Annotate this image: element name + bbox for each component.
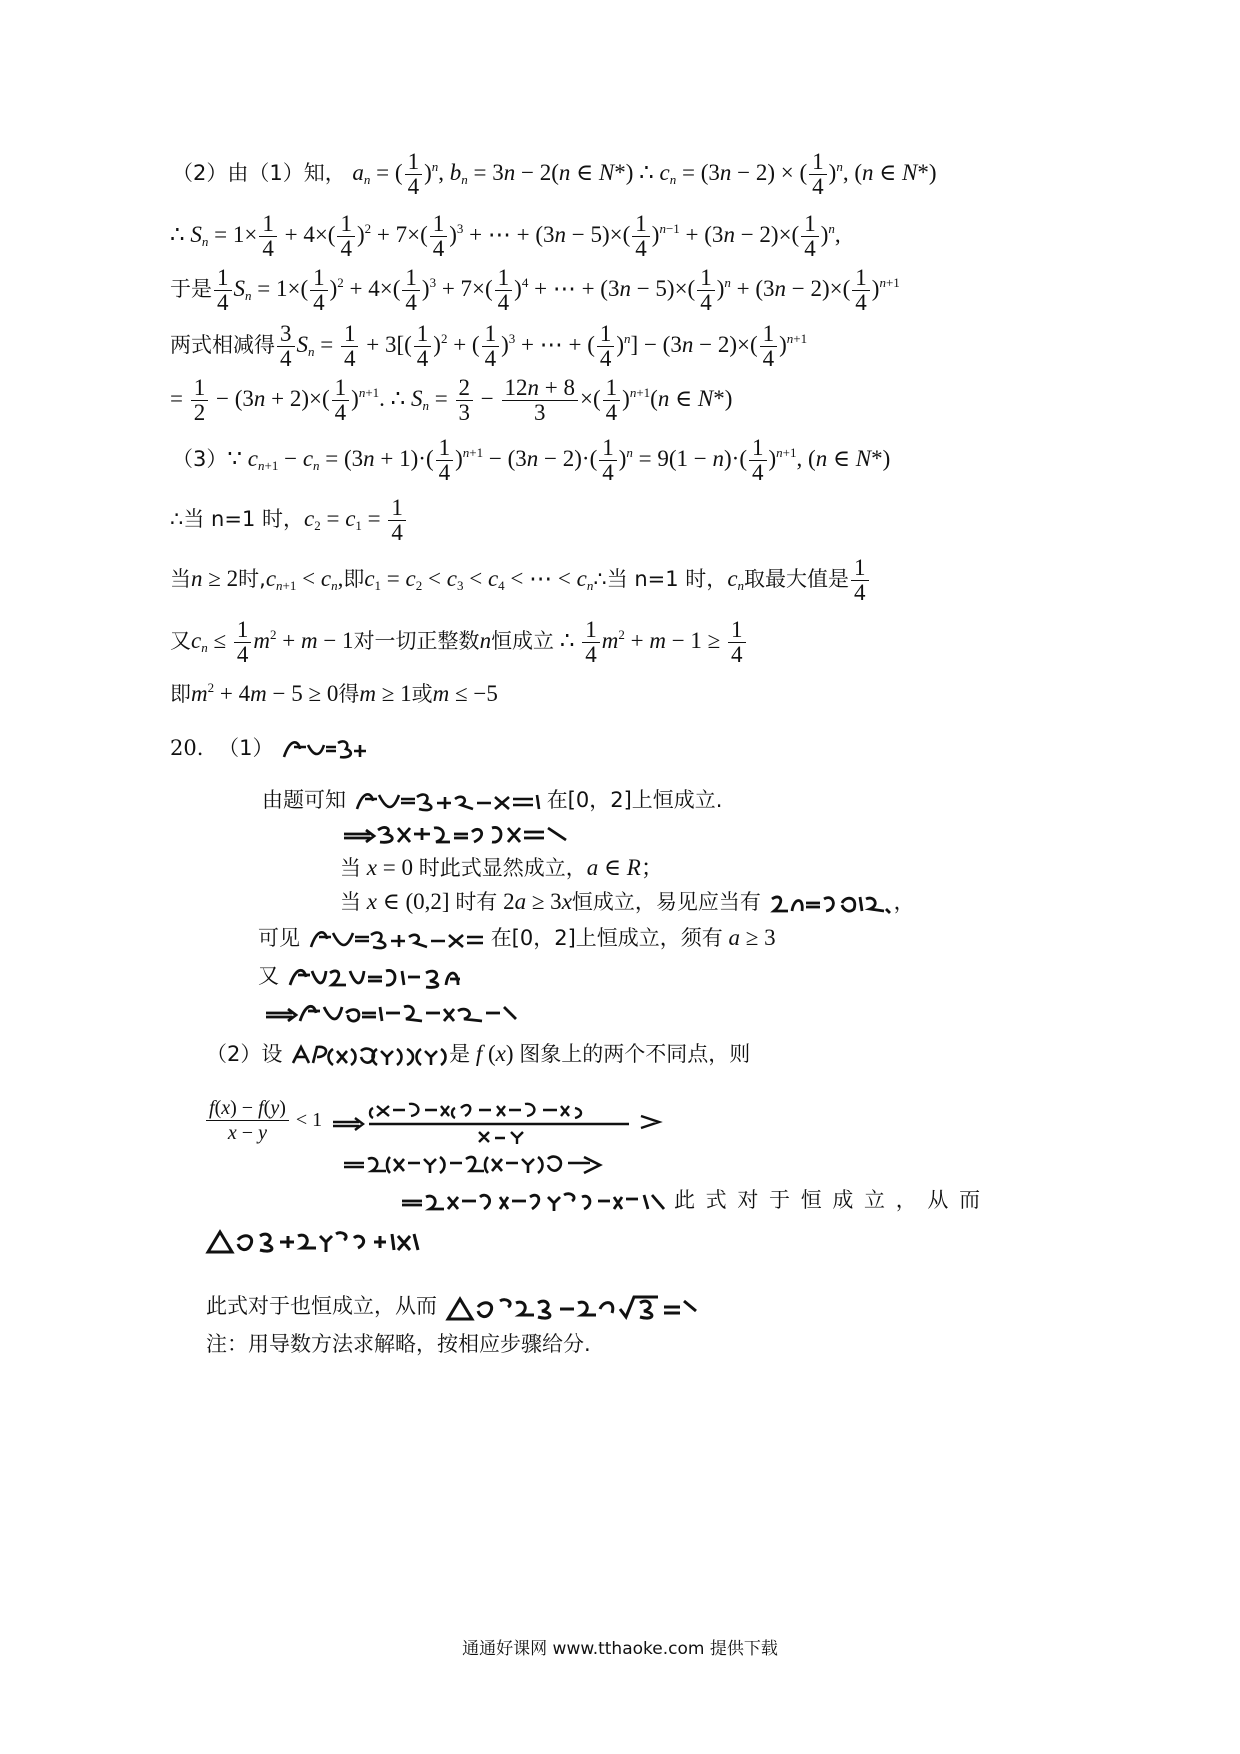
line-q20-known (262, 786, 722, 815)
yushi-label: 于是 (170, 276, 212, 301)
formula-quarter: $\frac{1}{4}$ (849, 566, 871, 591)
huo-label: 或 (411, 682, 433, 706)
garbled-formula-fprime-ge-2 (307, 927, 491, 953)
kejian-label: 可见 (258, 926, 300, 950)
formula-n-ge-2: n ≥ 2 (191, 565, 239, 591)
line-n2 (170, 556, 871, 605)
line-sn-result (170, 376, 732, 425)
line-quarter-sn (170, 266, 900, 315)
formula-a-in-r: a ∈ R； (586, 855, 664, 880)
formula-sn: ∴ $S_n = 1\times$ $\frac{1}{4}$ + 4×( $\frac{1}{4}$ )$^2$ + 7×( $\frac{1}{4}$ )$^3$ + ⋯ + (3n − 5)×( $\frac{1}{4}$ )$^{n-1}$ + (3n − 2)×( $\frac{1}{4}$ )$^n$, (170, 211, 841, 261)
hold-easy-label: 恒成立，易见应当有 (571, 890, 761, 914)
two-points-label: 是 (449, 1042, 471, 1066)
formula-m-ge-1: m ≥ 1 (359, 681, 412, 706)
formula-cn-le: $c_n$ ≤ $\frac{1}{4}$ $m^2 + m - 1$ (191, 617, 354, 667)
de-label: 得 (338, 682, 360, 706)
question-number: 20. (170, 736, 204, 760)
graph-points-label: 图象上的两个不同点，则 (519, 1042, 751, 1066)
when-x0-label: 当 (340, 856, 361, 880)
n2-cond: 时, (238, 566, 266, 591)
garbled-formula-f2 (286, 965, 466, 991)
formula-diff-quotient: $\frac{f(x) - f(y)}{x - y}$ < 1 (204, 1109, 322, 1131)
n1-max-label: ∴当 n=1 时， (593, 566, 728, 591)
formula-m-ineq: ∴ $\frac{1}{4}$ $m^2 + m - 1$ ≥ $\frac{1}{4}$ (554, 628, 747, 653)
line-q20-kejian (258, 924, 776, 953)
ji-label: 即 (343, 566, 365, 591)
line-q20-delta1 (204, 1226, 424, 1256)
line-q20-diffquot (204, 1094, 669, 1146)
line-n1 (170, 496, 408, 545)
also-hold-label: 此式对于也恒成立，从而 (206, 1294, 437, 1318)
formula-an-bn: $a_n$ = ( $\frac{1}{4}$ )$^n$, $b_n = 3n - 2(n$ ∈ N*) ∴ $c_n = (3n - 2)$ × ( $\frac{1}{4}$ )$^n$, (n ∈ N*) (352, 149, 937, 199)
line-q20-result1 (262, 998, 524, 1027)
garbled-formula-fprime-ge (353, 789, 547, 815)
formula-sn-result: = $\frac{1}{2}$ − (3n + 2)×( $\frac{1}{4}$ )$^{n+1}$. ∴ $S_n$ = $\frac{2}{3}$ − $\frac{12n + 8}{3}$ ×( $\frac{1}{4}$ )$^{n+1}$(n ∈ N*) (170, 375, 733, 425)
known-label: 由题可知 (262, 788, 346, 812)
formula-2a-ge-3x: 2a ≥ 3x (497, 889, 572, 914)
always-hold-label: 恒成立 (491, 628, 555, 653)
ji-label-2: 即 (170, 682, 191, 706)
comma: ， (893, 890, 915, 914)
garbled-formula-f-result (262, 1001, 524, 1027)
line-q20-xin (340, 888, 915, 917)
line-q20-forall (398, 1186, 982, 1215)
garbled-formula-delta2 (444, 1293, 714, 1323)
formula-fx: f (x) (475, 1041, 520, 1066)
garbled-formula-expand (340, 1151, 610, 1177)
line-sn (170, 212, 841, 261)
garbled-formula-delta1 (204, 1228, 424, 1256)
when-xin-label: 当 (340, 890, 361, 914)
formula-cn-less: $c_{n+1} < c_n$, (265, 565, 344, 593)
line-q20-p2 (206, 1040, 750, 1069)
line-q20-x0 (340, 854, 664, 882)
formula-cn: $c_n$ (727, 565, 745, 593)
formula-quadratic: $m^2 + 4m - 5 \ge 0$ (191, 680, 339, 706)
garbled-formula-fprime (280, 737, 372, 763)
subtract-label: 两式相减得 (170, 332, 275, 357)
when-n1-label: ∴当 n=1 时， (170, 506, 304, 531)
line-q20-expand (340, 1148, 610, 1177)
garbled-formula-quadratic-xy (398, 1189, 674, 1215)
p2-label: （2）设 (206, 1042, 283, 1066)
formula-a-ge-3: a ≥ 3 (728, 925, 776, 950)
garbled-formula-deduce (340, 822, 572, 846)
formula-m-le-neg5: m ≤ −5 (432, 681, 498, 706)
part2-label: （2）由（1）知， (172, 160, 346, 185)
you-label: 又 (170, 628, 191, 653)
line-m-cond (170, 618, 748, 667)
line-part3-diff (172, 436, 890, 485)
formula-n: n (479, 627, 492, 653)
line-m-result (170, 674, 498, 708)
part3-label: （3） (172, 446, 228, 471)
line-q20-p1 (170, 734, 372, 763)
footer-download: 通通好课网 www.tthaoke.com 提供下载 (462, 1639, 778, 1659)
forall-hold-label: 此 式 对 于 恒 成 立 ， 从 而 (674, 1188, 983, 1212)
on-interval-label: 在[0，2]上恒成立. (546, 788, 723, 812)
max-text: 取最大值是 (744, 566, 850, 591)
formula-c-chain: $c_1 = c_2 < c_3 < c_4$ < ⋯ < $c_n$ (364, 565, 594, 593)
when-n2-label: 当 (170, 566, 191, 591)
formula-three-quarter-sn: $\frac{3}{4}$ $S_n$ = $\frac{1}{4}$ + 3[( $\frac{1}{4}$ )$^2$ + ( $\frac{1}{4}$ )$^3$ + ⋯ + ( $\frac{1}{4}$ )$^n$] − (3n − 2)×( $\frac{1}{4}$ )$^{n+1}$ (275, 332, 807, 357)
line-part2-header (172, 150, 937, 199)
garbled-formula-diff-quotient (329, 1094, 669, 1146)
line-q20-deduce (340, 818, 572, 846)
because-symbol: ∵ (227, 445, 243, 471)
line-q20-note (206, 1330, 591, 1358)
therefore-symbol: ∴ (170, 221, 185, 247)
all-pos-label: 对一切正整数 (353, 628, 480, 653)
formula-x-interval: x ∈ (0,2] (366, 889, 456, 914)
line-subtract (170, 322, 807, 371)
garbled-formula-a-bound (768, 891, 894, 917)
note-text: 注：用导数方法求解略，按相应步骤给分. (206, 1332, 591, 1356)
line-q20-you (258, 962, 466, 991)
formula-c2-c1: $c_2 = c_1$ = $\frac{1}{4}$ (304, 506, 408, 531)
line-q20-also (206, 1292, 714, 1323)
has-label: 时有 (455, 890, 498, 914)
garbled-formula-points (289, 1043, 449, 1069)
must-have-label: 在[0，2]上恒成立，须有 (490, 926, 723, 950)
you-label-20: 又 (258, 964, 279, 988)
formula-quarter-sn: $\frac{1}{4}$ $S_n = 1\times$( $\frac{1}{4}$ )$^2$ + 4×( $\frac{1}{4}$ )$^3$ + 7×( $\frac{1}{4}$ )$^4$ + ⋯ + (3n − 5)×( $\frac{1}{4}$ )$^n$ + (3n − 2)×( $\frac{1}{4}$ )$^{n+1}$ (212, 276, 900, 301)
q20-p1-label: （1） (218, 736, 274, 760)
formula-x-eq-0: x = 0 (366, 855, 419, 880)
formula-cn-diff: ∵ $c_{n+1} - c_n = (3n + 1)\cdot$( $\frac{1}{4}$ )$^{n+1}$ − (3n − 2)·( $\frac{1}{4}$ )$^n$ = 9(1 − n)·( $\frac{1}{4}$ )$^{n+1}$, (n ∈ N*) (227, 435, 891, 485)
x0-suffix: 时此式显然成立， (418, 856, 587, 880)
